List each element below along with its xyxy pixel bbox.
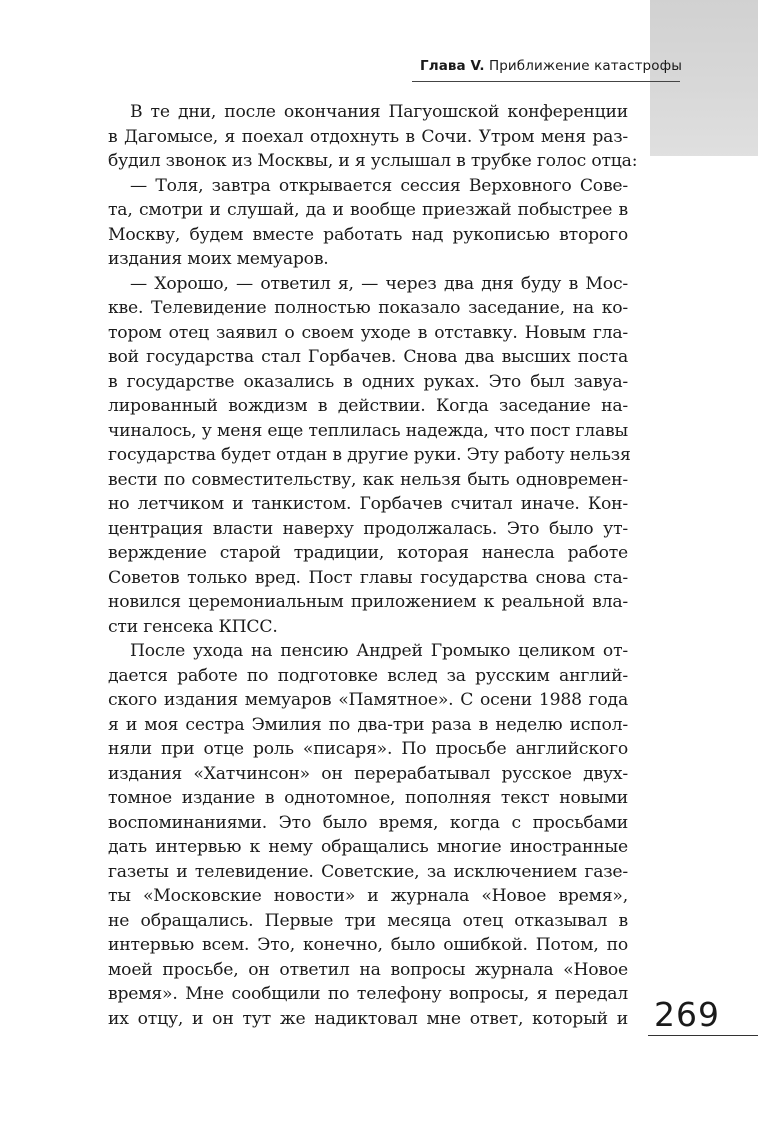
text-line: в государстве оказались в одних руках. Это был завуа- [108, 371, 628, 392]
text-line: няли при отце роль «писаря». По просьбе английского [108, 739, 628, 759]
text-line: лированный вождизм в действии. Когда заседание на- [108, 396, 628, 416]
text-line: Советов только вред. Пост главы государства снова ста- [108, 567, 628, 588]
text-line: тором отец заявил о своем уходе в отставку. Новым гла- [108, 322, 628, 343]
body-text [108, 100, 638, 1031]
text-line: центрация власти наверху продолжалась. Это было ут- [108, 518, 628, 539]
text-line: не обращались. Первые три месяца отец отказывал в [108, 910, 628, 931]
text-line: время». Мне сообщили по телефону вопросы, я передал [108, 984, 628, 1004]
text-line: верждение старой традиции, которая нанесла работе [108, 543, 628, 563]
text-line: но летчиком и танкистом. Горбачев считал иначе. Кон- [108, 494, 628, 514]
text-line: После ухода на пенсию Андрей Громыко целиком от- [130, 641, 628, 661]
text-line: вести по совместительству, как нельзя быть одновремен- [108, 469, 628, 490]
text-line: дать интервью к нему обращались многие иностранные [108, 837, 628, 857]
text-line: сти генсека КПСС. [108, 616, 278, 637]
text-line: ты «Московские новости» и журнала «Новое время», [108, 886, 628, 906]
folio-rule [648, 1035, 758, 1036]
text-line: В те дни, после окончания Пагуошской конференции [130, 102, 628, 122]
text-line: издания «Хатчинсон» он перерабатывал русское двух- [108, 763, 628, 784]
text-line: Москву, будем вместе работать над рукописью второго [108, 224, 628, 245]
text-line: воспоминаниями. Это было время, когда с просьбами [108, 812, 628, 833]
text-line: в Дагомысе, я поехал отдохнуть в Сочи. Утром меня раз- [108, 126, 628, 147]
page-edge-thumb-tab [650, 0, 758, 156]
text-line: интервью всем. Это, конечно, было ошибкой. Потом, по [108, 935, 628, 955]
header-rule [412, 81, 680, 82]
text-line: газеты и телевидение. Советские, за исключением газе- [108, 861, 628, 882]
text-line: дается работе по подготовке вслед за русским англий- [108, 665, 628, 686]
text-line: новился церемониальным приложением к реальной вла- [108, 592, 628, 612]
text-line: издания моих мемуаров. [108, 249, 329, 269]
text-line: моей просьбе, он ответил на вопросы журнала «Новое [108, 959, 628, 980]
text-line: будил звонок из Москвы, и я услышал в трубке голос отца: [108, 151, 638, 171]
text-line: томное издание в однотомное, пополняя текст новыми [108, 788, 628, 808]
running-head [420, 58, 682, 74]
chapter-title: Приближение катастрофы [489, 58, 682, 74]
text-line: та, смотри и слушай, да и вообще приезжай побыстрее в [108, 200, 628, 220]
text-line: ского издания мемуаров «Памятное». С осени 1988 года [108, 690, 628, 710]
chapter-label: Глава V. [420, 58, 485, 74]
text-line: кве. Телевидение полностью показало заседание, на ко- [108, 298, 628, 318]
text-line: — Толя, завтра открывается сессия Верховного Сове- [130, 175, 628, 196]
text-line: чиналось, у меня еще теплилась надежда, что пост главы [108, 420, 628, 441]
text-line: — Хорошо, — ответил я, — через два дня буду в Мос- [130, 273, 628, 294]
text-line: я и моя сестра Эмилия по два-три раза в неделю испол- [108, 714, 628, 735]
text-line: вой государства стал Горбачев. Снова два высших поста [108, 347, 628, 367]
text-line: государства будет отдан в другие руки. Эту работу нельзя [108, 445, 631, 465]
page-number: 269 [654, 995, 720, 1034]
text-line: их отцу, и он тут же надиктовал мне ответ, который и [108, 1008, 628, 1029]
